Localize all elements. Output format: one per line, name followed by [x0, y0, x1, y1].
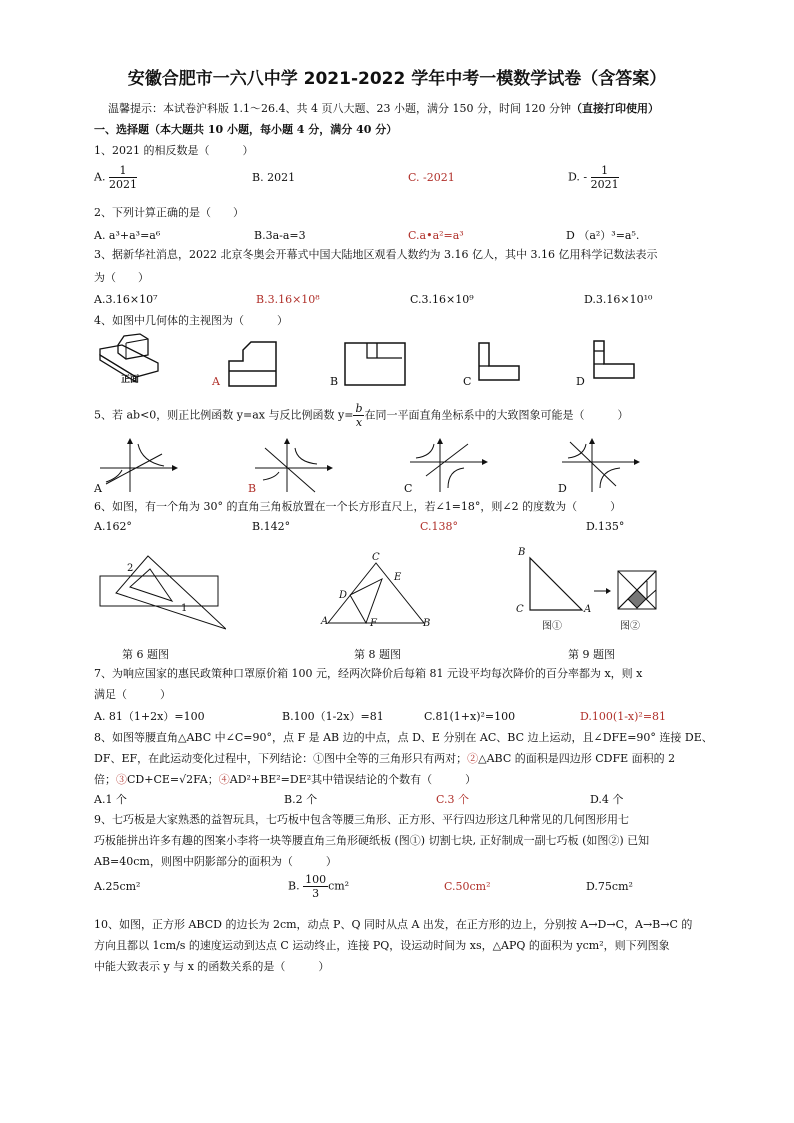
graph-a-label: A: [94, 482, 102, 495]
q9-stem-3: AB=40cm，则图中阴影部分的面积为（ ）: [94, 855, 337, 868]
q8-option-c: C.3 个: [436, 793, 470, 806]
denominator: x: [355, 416, 363, 429]
tip-bold: （直接打印使用）: [570, 102, 659, 115]
graph-b-label: B: [248, 482, 257, 495]
front-label: 正面: [121, 375, 140, 385]
fig9-caption-2: 图②: [620, 621, 640, 632]
q7-stem-2: 满足（ ）: [94, 688, 171, 701]
caption-fig9: 第 9 题图: [568, 648, 615, 661]
fraction: [353, 402, 364, 429]
denominator: 2021: [108, 178, 137, 191]
view-a-label: A: [212, 375, 220, 388]
q9-option-d: D.75cm²: [586, 880, 633, 893]
graph-a: [100, 438, 180, 494]
option-label: D. -: [568, 170, 588, 184]
q9-option-c: C.50cm²: [444, 880, 491, 893]
circled-2: ②: [467, 752, 479, 765]
unit: cm²: [328, 879, 350, 893]
q7-option-b: B.100（1-2x）=81: [282, 710, 384, 723]
q7-option-c: C.81(1+x)²=100: [424, 710, 516, 723]
q7-option-d: D.100(1-x)²=81: [580, 710, 667, 723]
q2-option-d: D （a²）³=a⁵.: [566, 229, 640, 242]
q4-stem: 4、如图中几何体的主视图为（ ）: [94, 314, 288, 327]
fraction: [109, 164, 137, 191]
fig9-label-a: A: [584, 604, 592, 615]
stem-part: △ABC 的面积是四边形 CDFE 面积的 2: [478, 752, 676, 765]
q9-stem-2: 巧板能拼出许多有趣的图案小李将一块等腰直角三角形硬纸板 (图①) 切割七块, 正好制成一副七巧板 (如图②) 已知: [94, 834, 650, 847]
fig8-label-f: F: [370, 618, 377, 629]
q6-stem: 6、如图，有一个角为 30° 的直角三角板放置在一个长方形直尺上，若∠1=18°，则∠2 的度数为（ ）: [94, 500, 622, 513]
fraction: [591, 164, 619, 191]
q3-option-d: D.3.16×10¹⁰: [584, 293, 653, 306]
numerator: 100: [305, 873, 327, 886]
circled-3: ③: [116, 773, 127, 786]
caption-fig8: 第 8 题图: [354, 648, 401, 661]
tip-text: 温馨提示：本试卷沪科版 1.1～26.4、共 4 页八大题、23 小题，满分 150 分，时间 120 分钟: [108, 102, 571, 115]
stem-part: DF、EF，在此运动变化过程中，下列结论：①图中全等的三角形只有两对；: [94, 752, 468, 765]
tip-line: [108, 102, 659, 116]
fig8-label-b: B: [423, 618, 431, 629]
fraction: [303, 873, 328, 900]
graph-b: [255, 438, 335, 494]
view-c: [478, 342, 522, 388]
q6-option-b: B.142°: [252, 520, 291, 533]
q2-option-b: B.3a-a=3: [254, 229, 306, 242]
q9-option-b: [288, 873, 349, 900]
stem-part: 倍；: [94, 773, 116, 786]
section-heading: 一、选择题（本大题共 10 小题，每小题 4 分，满分 40 分）: [94, 123, 398, 136]
q7-option-a: A. 81（1+2x）=100: [94, 710, 205, 723]
q3-stem-1: 3、据新华社消息，2022 北京冬奥会开幕式中国大陆地区观看人数约为 3.16 亿人，其中 3.16 亿用科学记数法表示: [94, 248, 658, 261]
q1-option-b: B. 2021: [252, 171, 296, 184]
q10-stem-2: 方向且都以 1cm/s 的速度运动到达点 C 运动终止，连接 PQ，设运动时间为 xs，△APQ 的面积为 ycm²，则下列图象: [94, 939, 670, 952]
q8-option-b: B.2 个: [284, 793, 318, 806]
q2-option-c: C.a•a²=a³: [408, 229, 464, 242]
graph-d: [562, 438, 642, 494]
q9-option-a: A.25cm²: [94, 880, 141, 893]
view-a: [228, 340, 288, 390]
q8-stem-3: [94, 773, 476, 787]
numerator: 1: [109, 164, 137, 178]
q2-option-a: A. a³+a³=a⁶: [94, 229, 161, 242]
q7-stem-1: 7、为响应国家的惠民政策种口罩原价箱 100 元，经两次降价后每箱 81 元设平均每次降价的百分率都为 x，则 x: [94, 667, 643, 680]
fig8-label-c: C: [372, 552, 380, 563]
q2-stem: 2、下列计算正确的是（ ）: [94, 206, 244, 219]
graph-c: [410, 438, 490, 494]
fig8-label-a: A: [321, 616, 329, 627]
solid-figure: [96, 333, 186, 385]
q8-option-d: D.4 个: [590, 793, 624, 806]
q10-stem-1: 10、如图，正方形 ABCD 的边长为 2cm，动点 P、Q 同时从点 A 出发，在正方形的边上，分别按 A→D→C，A→B→C 的: [94, 918, 693, 931]
q10-stem-3: 中能大致表示 y 与 x 的函数关系的是（ ）: [94, 960, 330, 973]
view-d: [593, 340, 639, 388]
q6-option-d: D.135°: [586, 520, 625, 533]
q8-option-a: A.1 个: [94, 793, 127, 806]
angle-1-label: 1: [181, 603, 188, 614]
q3-option-c: C.3.16×10⁹: [410, 293, 474, 306]
view-c-label: C: [463, 375, 472, 388]
fig9-label-b: B: [518, 547, 526, 558]
graph-d-label: D: [558, 482, 567, 495]
q6-option-a: A.162°: [94, 520, 132, 533]
view-b-label: B: [330, 375, 339, 388]
denominator: 2021: [590, 178, 619, 191]
page-title: 安徽合肥市一六八中学 2021-2022 学年中考一模数学试卷（含答案）: [127, 69, 667, 89]
q1-option-c: C. -2021: [408, 171, 455, 184]
angle-2-label: 2: [127, 563, 134, 574]
q9-stem-1: 9、七巧板是大家熟悉的益智玩具，七巧板中包含等腰三角形、正方形、平行四边形这几种常见的几何图形用七: [94, 813, 629, 826]
figure-6: [96, 553, 226, 633]
fig8-label-d: D: [339, 590, 348, 601]
option-label: B.: [288, 879, 300, 893]
fig9-caption-1: 图①: [542, 621, 562, 632]
circled-4: ④: [218, 773, 230, 786]
stem-part: CD+CE=√2FA；: [127, 773, 219, 786]
stem-part: AD²+BE²=DE²其中错误结论的个数有（ ）: [229, 773, 477, 786]
stem-part: 在同一平面直角坐标系中的大致图象可能是（ ）: [364, 408, 629, 422]
q5-stem: [94, 402, 628, 429]
q8-stem-2: [94, 752, 675, 766]
q1-option-a: [94, 164, 137, 191]
stem-part: 5、若 ab<0，则正比例函数 y=ax 与反比例函数 y=: [94, 408, 354, 422]
q6-option-c: C.138°: [420, 520, 459, 533]
q8-stem-1: 8、如图等腰直角△ABC 中∠C=90°，点 F 是 AB 边的中点，点 D、E 分别在 AC、BC 边上运动，且∠DFE=90° 连接 DE、: [94, 731, 713, 744]
q1-stem: 1、2021 的相反数是（ ）: [94, 144, 254, 157]
caption-fig6: 第 6 题图: [122, 648, 169, 661]
option-label: A.: [94, 170, 106, 184]
numerator: b: [355, 402, 363, 415]
fig9-label-c: C: [516, 604, 524, 615]
q3-stem-2: 为（ ）: [94, 271, 149, 284]
view-d-label: D: [576, 375, 585, 388]
q1-option-d: [568, 164, 619, 191]
q3-option-a: A.3.16×10⁷: [94, 293, 158, 306]
graph-c-label: C: [404, 482, 413, 495]
fig8-label-e: E: [394, 572, 402, 583]
q3-option-b: B.3.16×10⁸: [256, 293, 320, 306]
numerator: 1: [591, 164, 619, 178]
view-b: [344, 342, 410, 388]
figure-8: [318, 555, 438, 630]
denominator: 3: [312, 887, 320, 900]
